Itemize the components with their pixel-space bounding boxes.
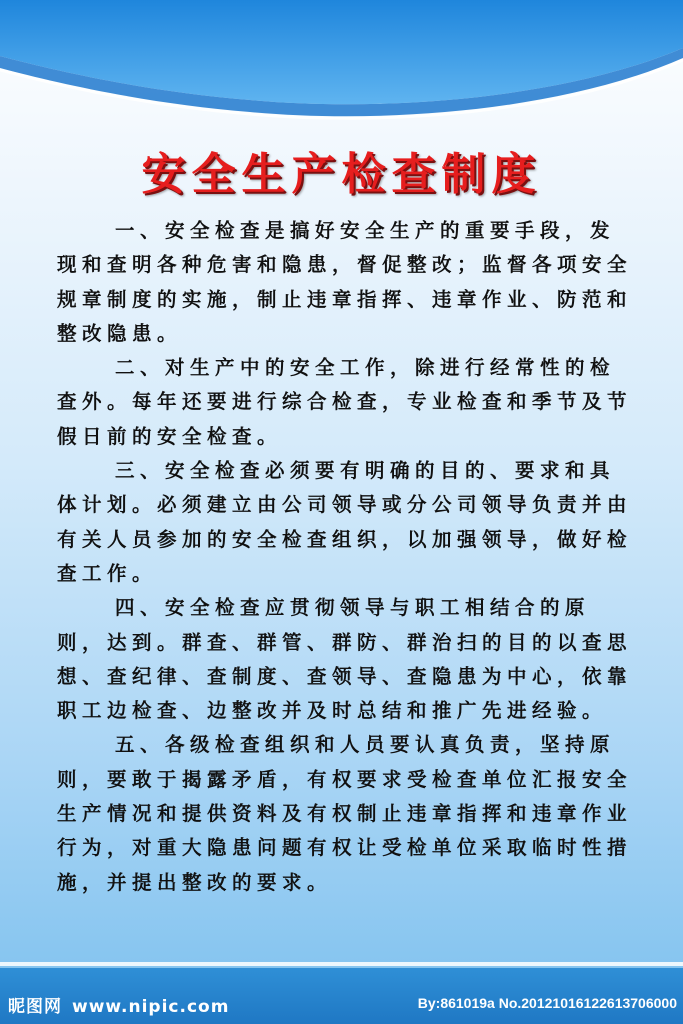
watermark-brand-name: 昵图网 — [8, 997, 62, 1017]
watermark-site: www.nipic.com — [72, 997, 230, 1017]
bottom-divider-line — [0, 962, 683, 966]
poster-title: 安全生产检查制度 — [141, 149, 542, 200]
regulation-paragraph-3: 三、安全检查必须要有明确的目的、要求和具体计划。必须建立由公司领导或分公司领导负责并由有关人员参加的安全检查组织，以加强领导，做好检查工作。 — [57, 459, 633, 585]
watermark-id: By:861019a No.20121016122613706000 — [417, 995, 677, 1011]
regulation-paragraph-2: 二、对生产中的安全工作，除进行经常性的检查外。每年还要进行综合检查，专业检查和季节及节假日前的安全检查。 — [57, 356, 633, 448]
regulation-paragraph-1: 一、安全检查是搞好安全生产的重要手段，发现和查明各种危害和隐患，督促整改；监督各项安全规章制度的实施，制止违章指挥、违章作业、防范和整改隐患。 — [57, 219, 633, 345]
watermark-brand — [8, 992, 229, 1017]
regulation-body — [57, 214, 632, 900]
regulation-paragraph-5: 五、各级检查组织和人员要认真负责，坚持原则，要敢于揭露矛盾，有权要求受检查单位汇报安全生产情况和提供资料及有权制止违章指挥和违章作业行为，对重大隐患问题有权让受检单位采取临时性措施，并提出整改的要求。 — [57, 733, 633, 894]
regulation-paragraph-4: 四、安全检查应贯彻领导与职工相结合的原则，达到。群查、群管、群防、群治扫的目的以查思想、查纪律、查制度、查领导、查隐患为中心，依靠职工边检查、边整改并及时总结和推广先进经验。 — [57, 596, 633, 723]
top-swoosh-decoration — [0, 0, 683, 130]
